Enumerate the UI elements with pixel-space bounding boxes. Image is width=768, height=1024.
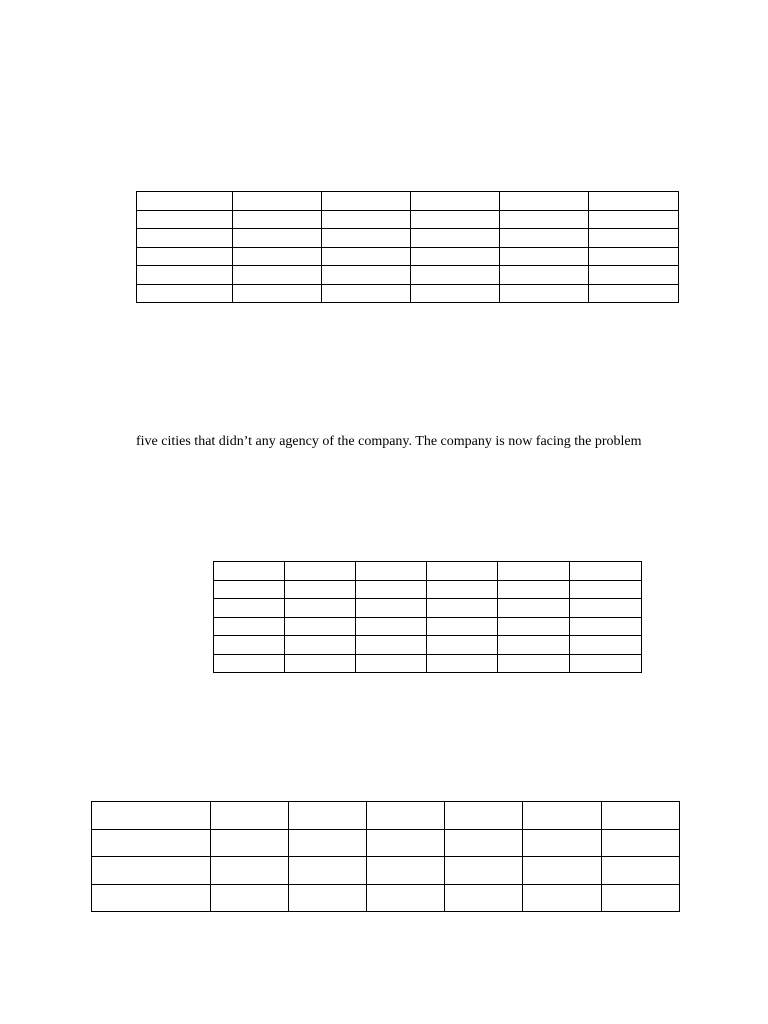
table-cell [137,210,233,229]
table-cell [285,636,356,655]
table-cell [214,562,285,581]
table-cell [285,580,356,599]
table-cell [589,192,679,211]
table-cell [285,599,356,618]
table-cell [356,580,427,599]
table-row [137,229,679,248]
table-cell [602,829,680,857]
table-cell [211,802,289,830]
table-cell [367,829,445,857]
table-cell [233,284,322,303]
table-cell [498,617,570,636]
table-cell [233,247,322,266]
table-cell [411,284,500,303]
table-cell [137,247,233,266]
table-cell [427,654,498,673]
table-cell [92,857,211,885]
table-cell [356,617,427,636]
table-row [137,284,679,303]
table-cell [367,857,445,885]
table-row [137,247,679,266]
table-cell [523,857,602,885]
table-cell [211,857,289,885]
table-cell [570,562,642,581]
table-cell [285,562,356,581]
table-cell [570,599,642,618]
table-cell [137,266,233,285]
table-cell [211,884,289,912]
table-cell [211,829,289,857]
data-table-3 [91,801,680,912]
table-cell [570,617,642,636]
table-cell [289,829,367,857]
table-cell [445,802,523,830]
table-cell [356,654,427,673]
table-cell [602,802,680,830]
body-text-line: five cities that didn’t any agency of the company. The company is now facing the problem [136,434,642,449]
table-cell [411,192,500,211]
table-cell [214,654,285,673]
table-cell [589,229,679,248]
table-cell [322,284,411,303]
table-cell [137,284,233,303]
table-row [214,580,642,599]
table-row [137,266,679,285]
table-cell [92,884,211,912]
table-cell [589,266,679,285]
table-cell [214,599,285,618]
table-cell [500,229,589,248]
table-cell [570,580,642,599]
table-cell [589,210,679,229]
table-cell [411,229,500,248]
table-cell [367,802,445,830]
table-cell [367,884,445,912]
table-row [214,562,642,581]
table-cell [523,884,602,912]
table-cell [92,802,211,830]
table-cell [500,284,589,303]
data-table-1 [136,191,679,303]
table-cell [356,599,427,618]
table-cell [137,192,233,211]
table-cell [427,599,498,618]
table-cell [500,247,589,266]
table-cell [523,829,602,857]
table-row [214,617,642,636]
table-cell [214,580,285,599]
table-cell [137,229,233,248]
table-cell [233,266,322,285]
table-cell [570,636,642,655]
table-cell [322,266,411,285]
table-cell [233,192,322,211]
table-cell [92,829,211,857]
table-cell [233,210,322,229]
table-row [92,857,680,885]
table-cell [500,192,589,211]
table-cell [589,247,679,266]
table-row [214,654,642,673]
table-cell [498,654,570,673]
table-cell [411,247,500,266]
table-cell [570,654,642,673]
table-cell [427,617,498,636]
data-table-2 [213,561,642,673]
table-cell [356,562,427,581]
table-cell [445,884,523,912]
table-cell [289,857,367,885]
table-row [214,636,642,655]
table-cell [289,884,367,912]
table-cell [322,192,411,211]
table-row [92,829,680,857]
table-cell [589,284,679,303]
table-cell [498,599,570,618]
table-cell [427,636,498,655]
table-cell [498,562,570,581]
table-row [92,802,680,830]
table-row [92,884,680,912]
table-cell [356,636,427,655]
table-cell [445,829,523,857]
table-cell [214,617,285,636]
table-row [214,599,642,618]
table-cell [498,580,570,599]
table-cell [322,229,411,248]
table-row [137,210,679,229]
table-cell [602,884,680,912]
table-cell [427,562,498,581]
table-cell [214,636,285,655]
table-cell [411,266,500,285]
table-cell [445,857,523,885]
table-cell [500,266,589,285]
table-cell [285,654,356,673]
table-cell [500,210,589,229]
table-cell [411,210,500,229]
table-cell [322,210,411,229]
table-cell [602,857,680,885]
table-cell [427,580,498,599]
table-cell [289,802,367,830]
table-cell [498,636,570,655]
table-cell [233,229,322,248]
table-cell [285,617,356,636]
table-cell [523,802,602,830]
table-row [137,192,679,211]
table-cell [322,247,411,266]
